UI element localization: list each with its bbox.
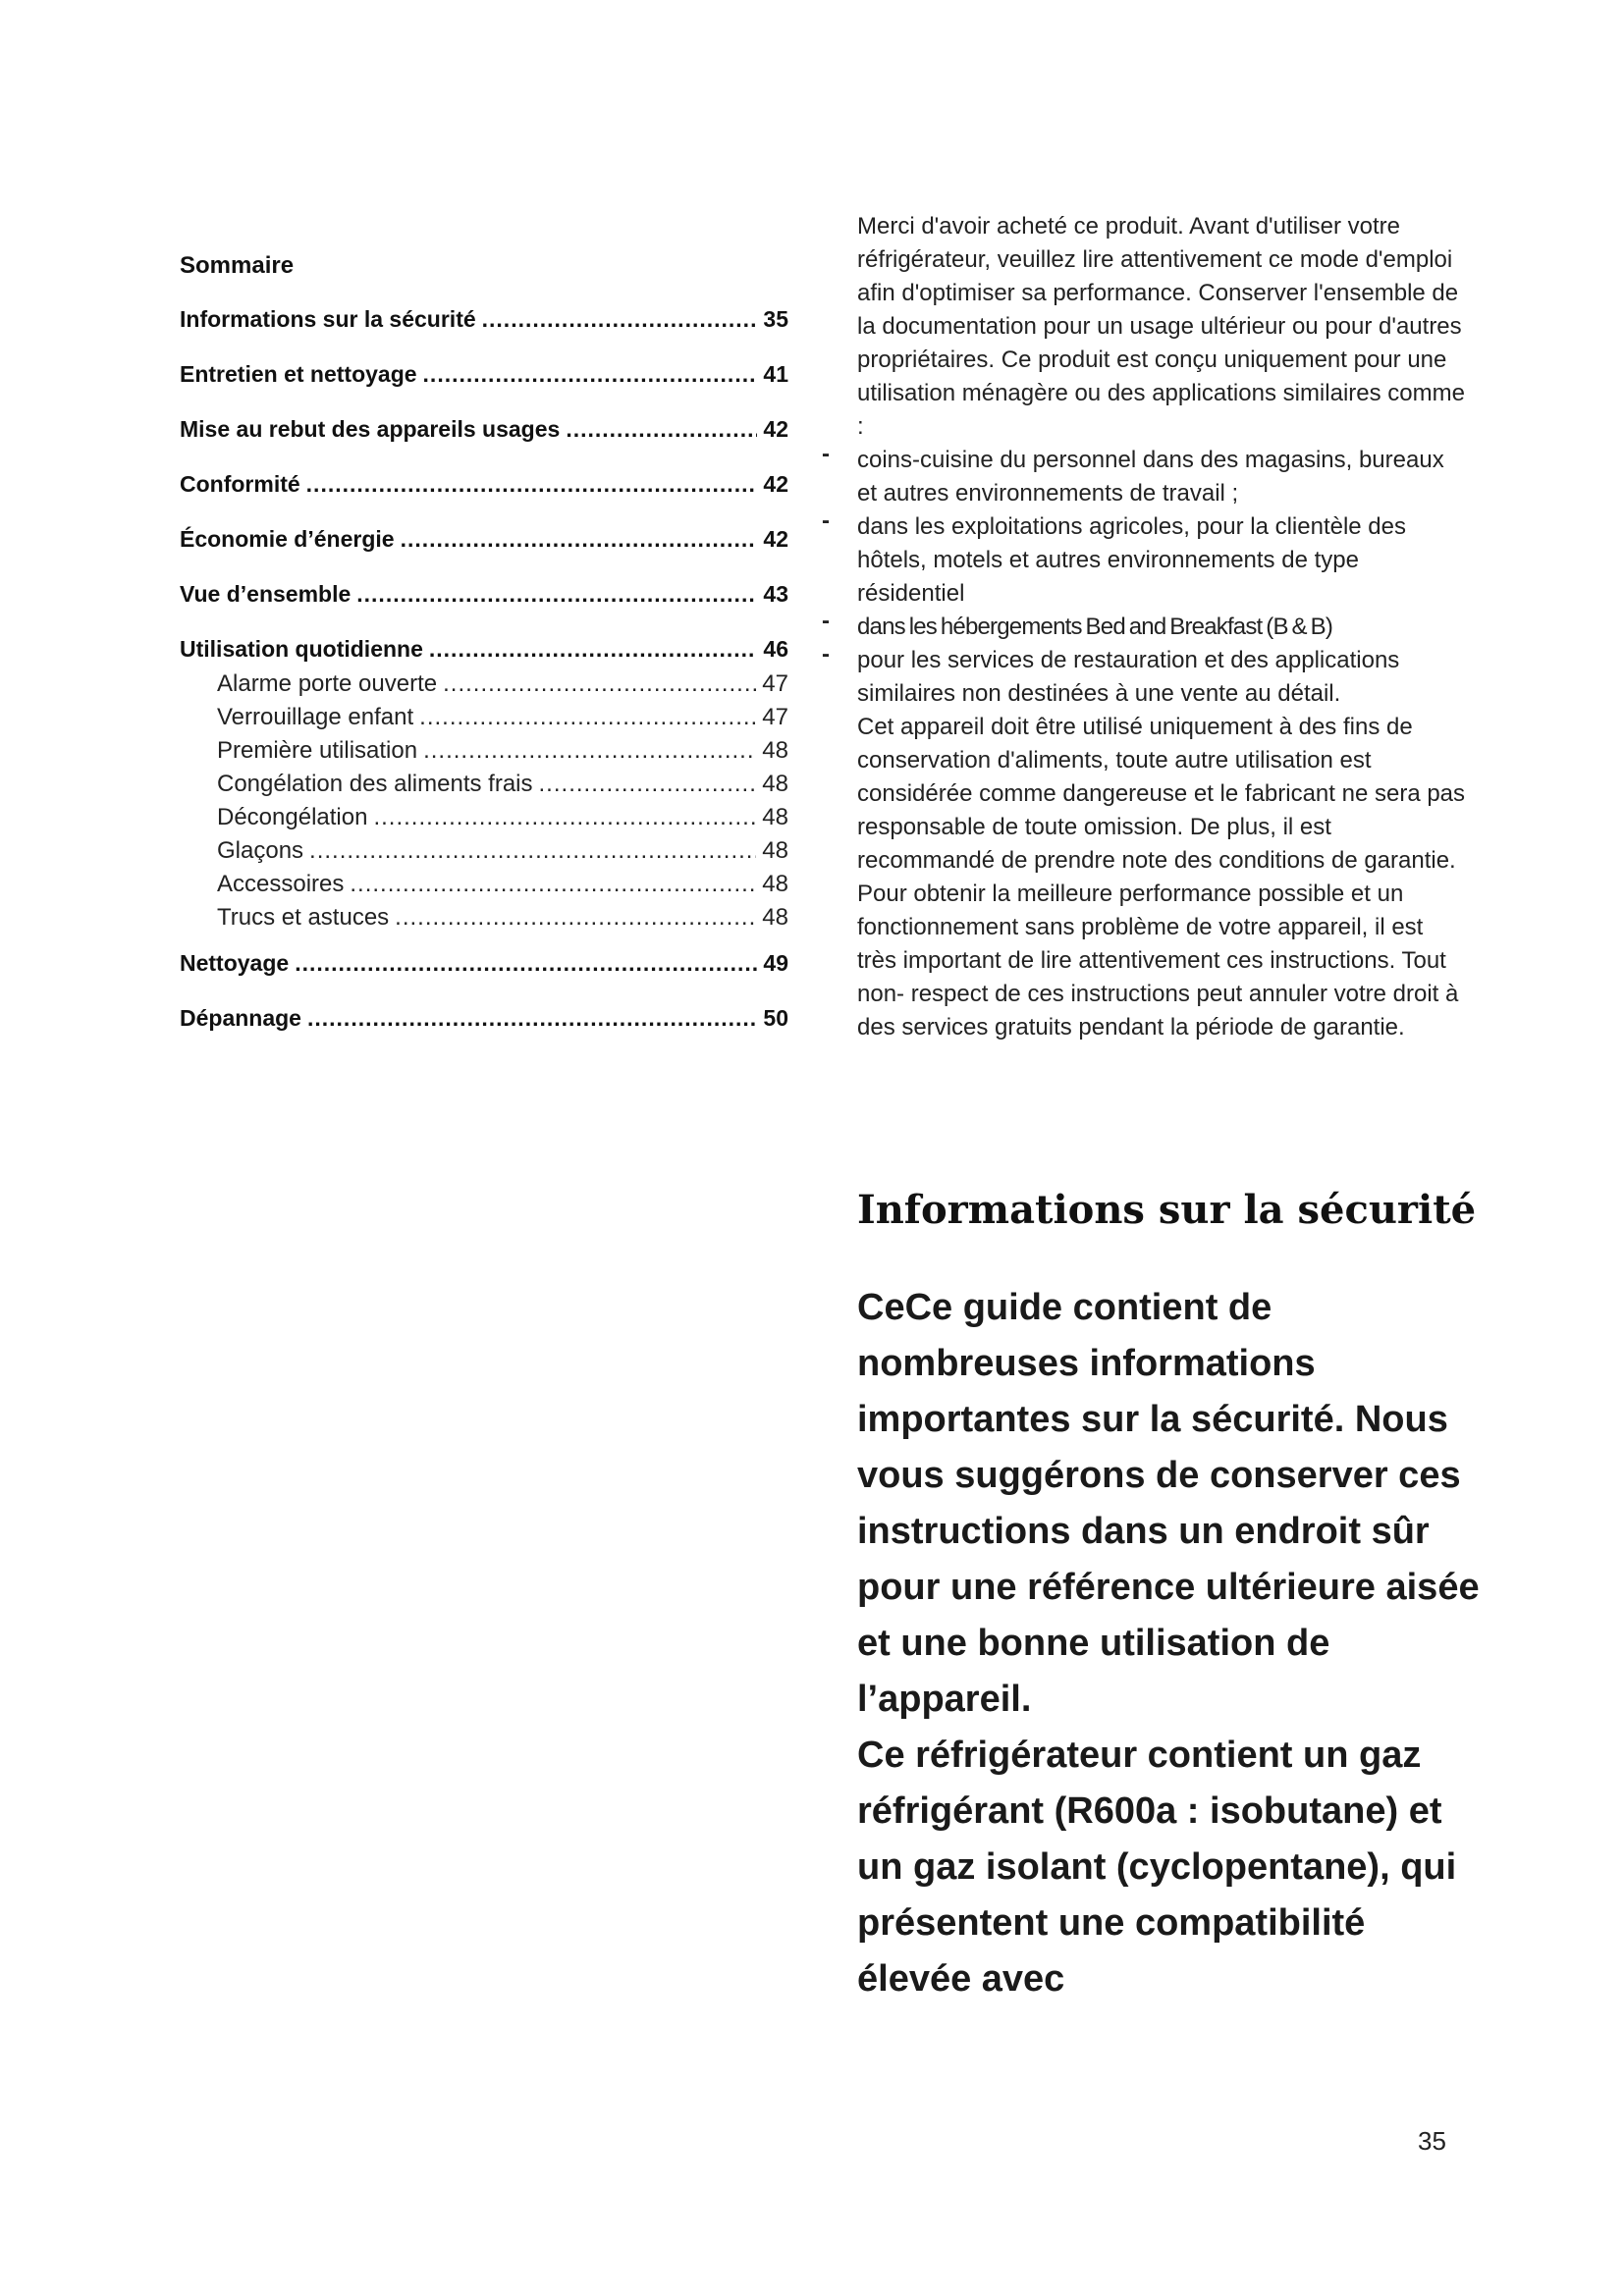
toc-subentry-page: 48	[762, 737, 788, 764]
toc-leader-dots	[429, 634, 758, 664]
safety-paragraph: CeCe guide contient de nombreuses informations importantes sur la sécurité. Nous vous suggérons de conserver ces instructions dans un endroit sûr pour une référence ultérieure aisée et une bonne utilisation de l’appareil.	[857, 1287, 1480, 1720]
toc-entry-page: 50	[763, 1005, 788, 1031]
toc-leader-dots	[443, 667, 756, 701]
toc-leader-dots	[482, 304, 758, 334]
toc-leader-dots	[423, 734, 756, 768]
toc-leader-dots	[307, 1003, 757, 1033]
usage-list	[857, 444, 1466, 711]
toc-entry-label: Vue d’ensemble	[180, 581, 352, 607]
usage-list-item: - coins-cuisine du personnel dans des magasins, bureaux et autres environnements de travail ;	[857, 444, 1466, 510]
page-number: 35	[1418, 2126, 1446, 2156]
toc-entry-label: Utilisation quotidienne	[180, 636, 423, 662]
toc-entry-page: 43	[763, 581, 788, 607]
toc-subentry-label: Alarme porte ouverte	[217, 670, 438, 697]
toc-subentry-label: Verrouillage enfant	[217, 704, 414, 730]
toc-entry-economie-energie[interactable]	[180, 524, 788, 554]
toc-entry-label: Nettoyage	[180, 950, 290, 976]
toc-entry-page: 42	[763, 471, 788, 497]
toc-leader-dots	[423, 359, 758, 389]
toc-subentry-label: Glaçons	[217, 837, 304, 864]
usage-list-item: - dans les hébergements Bed and Breakfast (B & B)	[857, 611, 1466, 644]
toc-leader-dots	[309, 834, 756, 868]
toc-entry-utilisation-quotidienne[interactable]	[180, 634, 788, 664]
toc-subentry-page: 48	[762, 837, 788, 864]
toc-title: Sommaire	[180, 252, 295, 279]
toc-entry-nettoyage[interactable]	[180, 948, 788, 978]
toc-entry-vue-ensemble[interactable]	[180, 579, 788, 609]
safety-paragraph: Ce réfrigérateur contient un gaz réfrigérant (R600a : isobutane) et un gaz isolant (cyclopentane), qui présentent une compatibilité élevée avec	[857, 1735, 1457, 2000]
toc-entry-securite[interactable]	[180, 304, 788, 334]
toc-entry-page: 46	[763, 636, 788, 662]
toc-subentry-page: 48	[762, 871, 788, 897]
toc-subentry-page: 47	[762, 704, 788, 730]
toc-subentry-trucs-astuces[interactable]	[180, 901, 788, 934]
toc-entry-page: 42	[763, 416, 788, 442]
table-of-contents	[180, 251, 788, 1058]
toc-entry-depannage[interactable]	[180, 1003, 788, 1033]
toc-subentry-decongelation[interactable]	[180, 801, 788, 834]
toc-entry-page: 42	[763, 526, 788, 552]
toc-subentry-label: Accessoires	[217, 871, 345, 897]
toc-subentry-verrouillage[interactable]	[180, 701, 788, 734]
toc-subentry-congelation[interactable]	[180, 768, 788, 801]
toc-subentry-accessoires[interactable]	[180, 868, 788, 901]
toc-entry-page: 41	[763, 361, 788, 387]
toc-entry-page: 35	[763, 306, 788, 332]
toc-subentry-premiere-utilisation[interactable]	[180, 734, 788, 768]
toc-entry-label: Entretien et nettoyage	[180, 361, 417, 387]
toc-subentry-page: 48	[762, 804, 788, 830]
toc-leader-dots	[306, 469, 758, 499]
toc-entry-mise-au-rebut[interactable]	[180, 414, 788, 444]
toc-subentry-label: Décongélation	[217, 804, 368, 830]
toc-subentry-page: 47	[762, 670, 788, 697]
toc-subentry-glacons[interactable]	[180, 834, 788, 868]
toc-leader-dots	[373, 801, 756, 834]
toc-entry-label: Informations sur la sécurité	[180, 306, 476, 332]
toc-subentry-label: Trucs et astuces	[217, 904, 390, 931]
toc-leader-dots	[401, 524, 758, 554]
usage-list-item: - dans les exploitations agricoles, pour la clientèle des hôtels, motels et autres environnements de type résidentiel	[857, 510, 1466, 611]
toc-leader-dots	[566, 414, 757, 444]
toc-leader-dots	[395, 901, 756, 934]
toc-entry-label: Économie d’énergie	[180, 526, 395, 552]
safety-text	[857, 1280, 1486, 2007]
toc-entry-entretien[interactable]	[180, 359, 788, 389]
toc-subentry-label: Première utilisation	[217, 737, 418, 764]
intro-paragraph: Merci d'avoir acheté ce produit. Avant d'utiliser votre réfrigérateur, veuillez lire attentivement ce mode d'emploi afin d'optimiser sa performance. Conserver l'ensemble de la documentation pour un usage ultérieur ou pour d'autres propriétaires. Ce produit est conçu uniquement pour une utilisation ménagère ou des applications similaires comme :	[857, 213, 1465, 440]
toc-subentry-page: 48	[762, 904, 788, 931]
toc-entry-page: 49	[763, 950, 788, 976]
toc-leader-dots	[295, 948, 757, 978]
usage-list-item: - pour les services de restauration et des applications similaires non destinées à une vente au détail.	[857, 644, 1466, 711]
toc-entry-label: Mise au rebut des appareils usages	[180, 416, 561, 442]
toc-leader-dots	[356, 579, 757, 609]
toc-subentry-page: 48	[762, 771, 788, 797]
section-heading: Informations sur la sécurité	[857, 1187, 1477, 1233]
toc-entry-label: Conformité	[180, 471, 300, 497]
toc-entry-label: Dépannage	[180, 1005, 301, 1031]
intro-paragraph: Cet appareil doit être utilisé uniquement à des fins de conservation d'aliments, toute autre utilisation est considérée comme dangereuse et le fabricant ne sera pas responsable de toute omission. De plus, il est recommandé de prendre note des conditions de garantie. Pour obtenir la meilleure performance possible et un fonctionnement sans problème de votre appareil, il est très important de lire attentivement ces instructions. Tout non- respect de ces instructions peut annuler votre droit à des services gratuits pendant la période de garantie.	[857, 714, 1466, 1041]
intro-section	[857, 210, 1466, 1044]
toc-entry-conformite[interactable]	[180, 469, 788, 499]
toc-subentry-alarme[interactable]	[180, 667, 788, 701]
toc-leader-dots	[350, 868, 756, 901]
toc-leader-dots	[419, 701, 756, 734]
toc-leader-dots	[539, 768, 757, 801]
toc-subentry-label: Congélation des aliments frais	[217, 771, 533, 797]
